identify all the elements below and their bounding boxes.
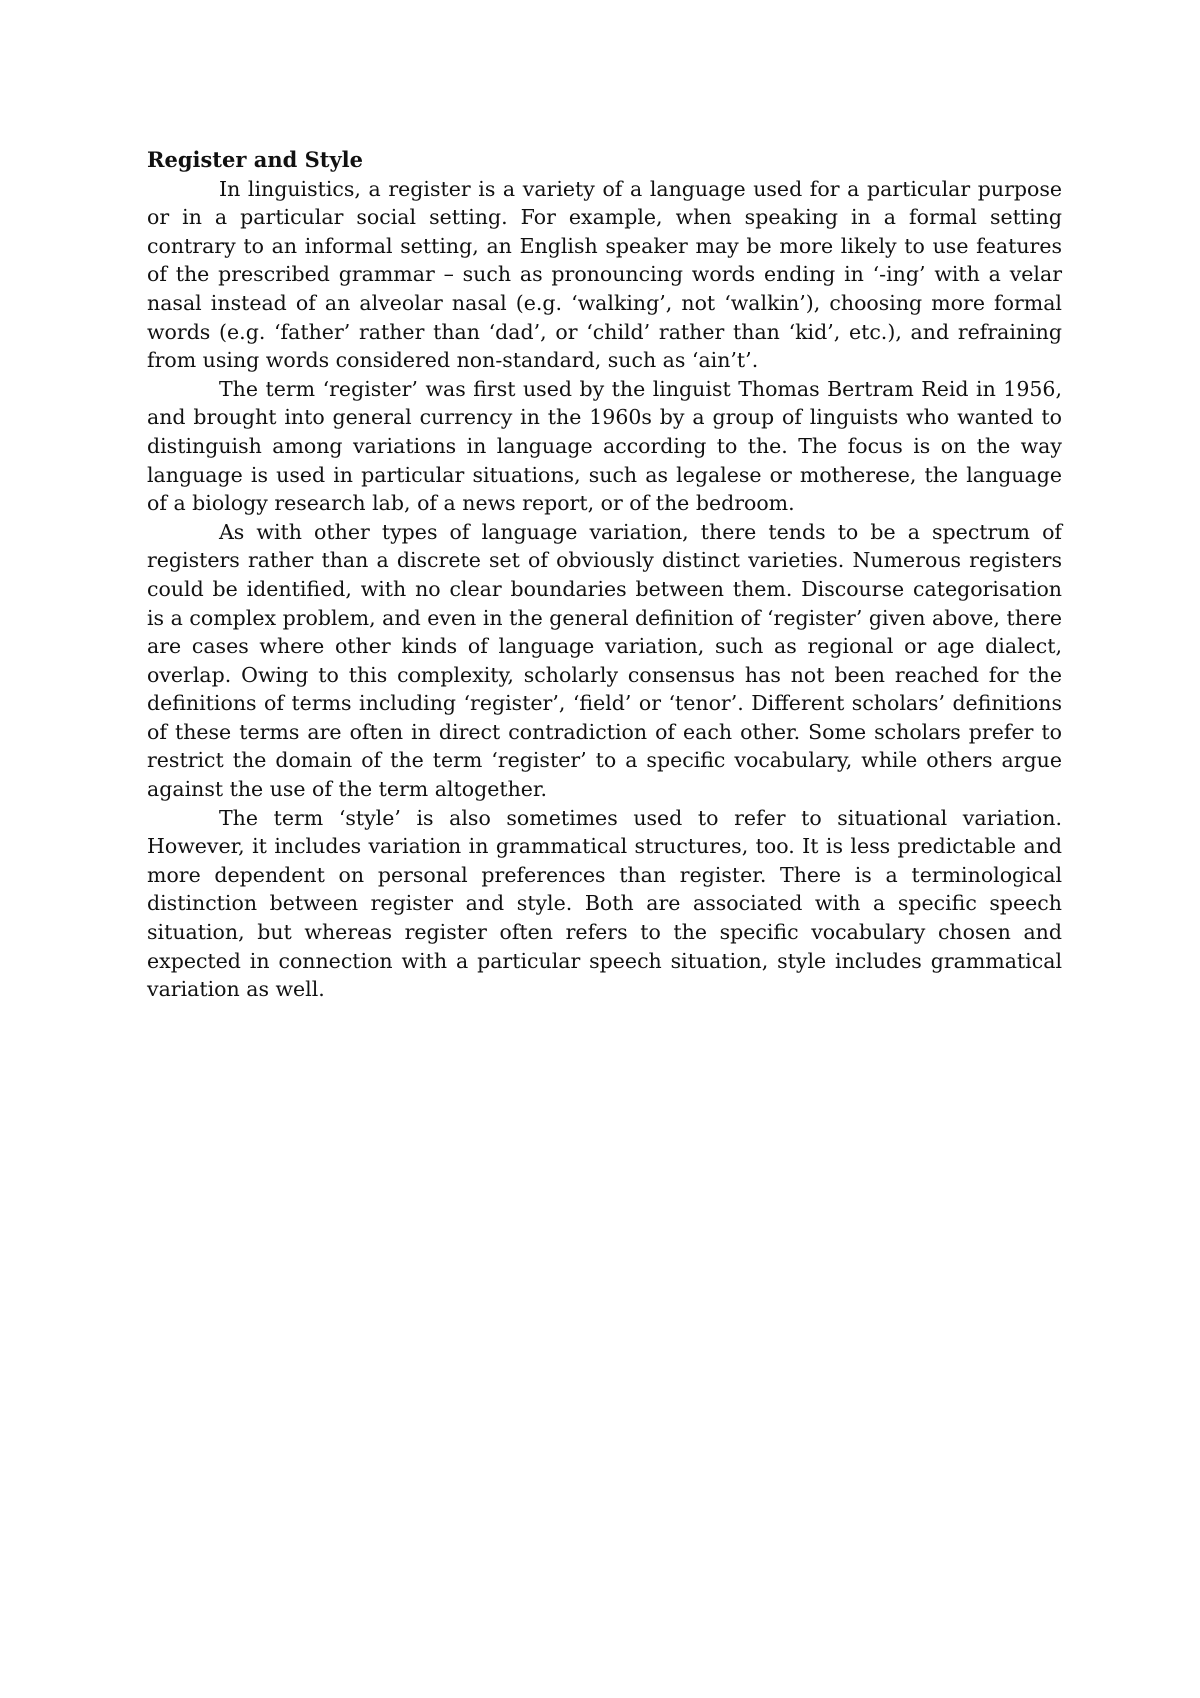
paragraph-style: The term ‘style’ is also sometimes used to refer to situational variation. However, it includes variation in grammatical structures, too. It is less predictable and more dependent on personal preferences than register. There is a terminological distinction between register and style. Both are associated with a specific speech situation, but whereas register often refers to the specific vocabulary chosen and expected in connection with a particular speech situation, style includes grammatical variation as well. [147, 805, 1062, 1002]
paragraph-register-definition: In linguistics, a register is a variety of a language used for a particular purpose or in a particular social setting. For example, when speaking in a formal setting contrary to an informal setting, an English speaker may be more likely to use features of the prescribed grammar – such as pronouncing words ending in ‘-ing’ with a velar nasal instead of an alveolar nasal (e.g. ‘walking’, not ‘walkin’), choosing more formal words (e.g. ‘father’ rather than ‘dad’, or ‘child’ rather than ‘kid’, etc.), and refraining from using words considered non-standard, such as ‘ain’t’. [147, 176, 1062, 373]
paragraph-register-variation: As with other types of language variation, there tends to be a spectrum of registers rather than a discrete set of obviously distinct varieties. Numerous registers could be identified, with no clear boundaries between them. Discourse categorisation is a complex problem, and even in the general definition of ‘register’ given above, there are cases where other kinds of language variation, such as regional or age dialect, overlap. Owing to this complexity, scholarly consensus has not been reached for the definitions of terms including ‘register’, ‘field’ or ‘tenor’. Different scholars’ definitions of these terms are often in direct contradiction of each other. Some scholars prefer to restrict the domain of the term ‘register’ to a specific vocabulary, while others argue against the use of the term altogether. [147, 519, 1062, 802]
paragraph-register-history: The term ‘register’ was first used by the linguist Thomas Bertram Reid in 1956, and brought into general currency in the 1960s by a group of linguists who wanted to distinguish among variations in language according to the. The focus is on the way language is used in particular situations, such as legalese or motherese, the language of a biology research lab, of a news report, or of the bedroom. [147, 376, 1062, 516]
document-title: Register and Style [147, 147, 364, 172]
document-body [147, 146, 1062, 1004]
